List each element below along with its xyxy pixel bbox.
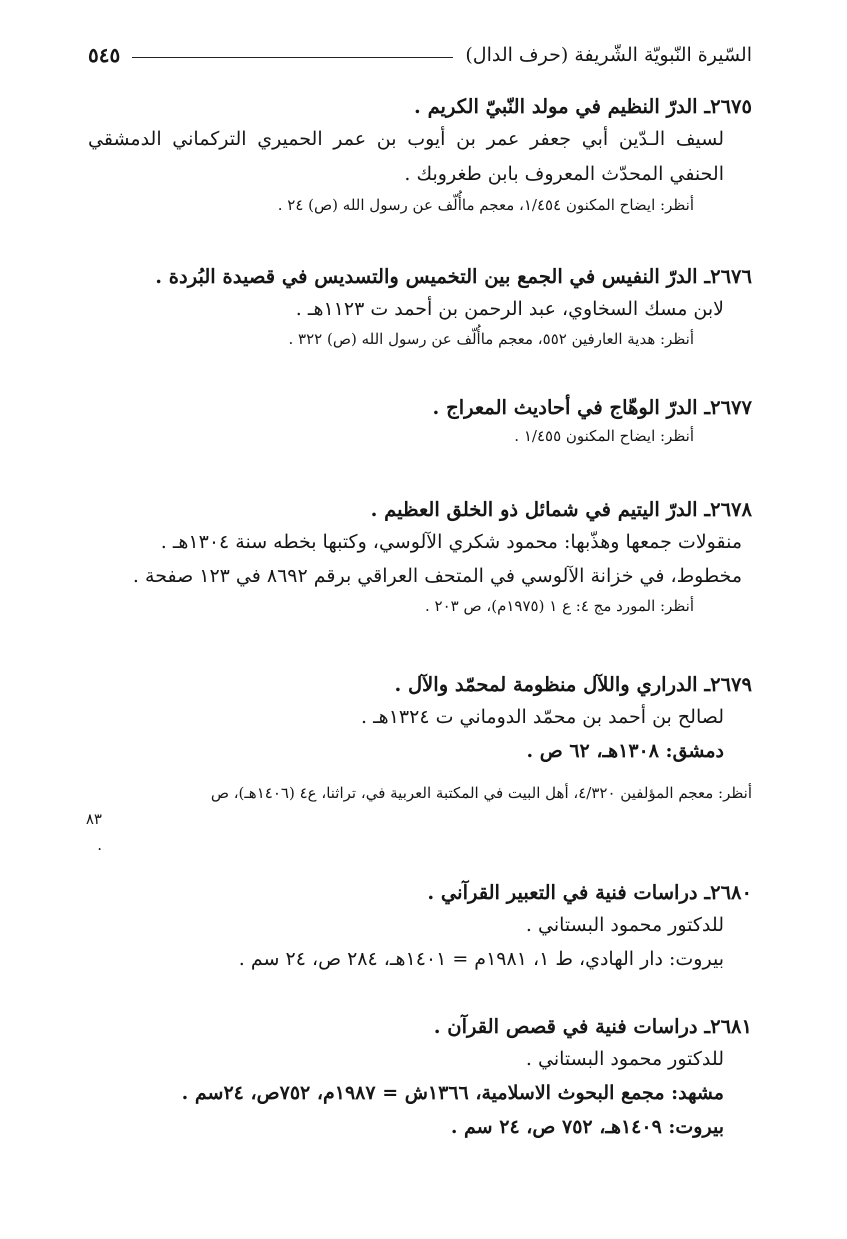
entry-title: ٢٦٧٨ـ الدرّ اليتيم في شمائل ذو الخلق العظيم . — [370, 498, 752, 521]
entry-2679 — [85, 670, 752, 858]
entry-2678 — [88, 495, 752, 619]
entry-line: دمشق: ١٣٠٨هـ، ٦٢ ص . — [526, 740, 724, 762]
entry-reference: أنظر: هدية العارفين ٥٥٢، معجم ماأُلّف عن رسول الله (ص) ٣٢٢ . — [288, 330, 694, 348]
entry-line: لصالح بن أحمد بن محمّد الدوماني ت ١٣٢٤هـ . — [361, 706, 724, 728]
running-header — [88, 38, 752, 72]
entry-title: ٢٦٧٧ـ الدرّ الوهّاج في أحاديث المعراج . — [432, 396, 752, 419]
entry-title: ٢٦٨١ـ دراسات فنية في قصص القرآن . — [433, 1015, 752, 1038]
entry-reference: أنظر: المورد مج ٤: ع ١ (١٩٧٥م)، ص ٢٠٣ . — [425, 597, 694, 615]
entry-title: ٢٦٨٠ـ دراسات فنية في التعبير القرآني . — [427, 881, 752, 904]
entry-line: المحدّث المعروف بابن طغروبك . — [404, 163, 664, 185]
running-title: السّيرة النّبويّة الشّريفة (حرف الدال) — [465, 44, 752, 66]
entry-line: للدكتور محمود البستاني . — [525, 914, 724, 936]
entry-line: بيروت: ١٤٠٩هـ، ٧٥٢ ص، ٢٤ سم . — [450, 1116, 724, 1138]
entry-line: مشهد: مجمع البحوث الاسلامية، ١٣٦٦ش = ١٩٨٧م، ٧٥٢ص، ٢٤سم . — [181, 1082, 724, 1104]
entry-line: منقولات جمعها وهذّبها: محمود شكري الآلوسي، وكتبها بخطه سنة ١٣٠٤هـ . — [160, 531, 742, 553]
entry-reference: أنظر: ايضاح المكنون ١/٤٥٥ . — [514, 427, 694, 445]
entry-reference — [85, 780, 752, 858]
entry-line: مخطوط، في خزانة الآلوسي في المتحف العراقي برقم ٨٦٩٢ في ١٢٣ صفحة . — [132, 565, 742, 587]
entry-line: بيروت: دار الهادي، ط ١، ١٩٨١م = ١٤٠١هـ، ٢٨٤ ص، ٢٤ سم . — [238, 948, 724, 970]
entry-2680 — [88, 878, 752, 976]
entry-author-text — [88, 122, 752, 192]
header-rule — [132, 57, 453, 58]
entry-reference-tail: ٨٣ . — [85, 810, 102, 854]
entry-2676 — [88, 262, 752, 352]
entry-title: ٢٦٧٥ـ الدرّ النظيم في مولد النّبيّ الكريم . — [414, 95, 752, 118]
entry-reference: أنظر: ايضاح المكنون ١/٤٥٤، معجم ماأُلّف عن رسول الله (ص) ٢٤ . — [277, 196, 694, 214]
entry-line: للدكتور محمود البستاني . — [525, 1048, 724, 1070]
entry-2675 — [88, 92, 752, 218]
entry-2681 — [88, 1012, 752, 1144]
entry-line: لسيف الـدّين أبي جعفر عمر بن أيوب بن عمر الحميري التركماني الدمشقي الحنفي — [88, 128, 724, 185]
entry-line: لابن مسك السخاوي، عبد الرحمن بن أحمد ت ١١٢٣هـ . — [295, 298, 724, 320]
entry-title: ٢٦٧٩ـ الدراري واللآل منظومة لمحمّد والآل . — [394, 673, 752, 696]
entry-reference-text: أنظر: معجم المؤلفين ٤/٣٢٠، أهل البيت في المكتبة العربية في، تراثنا، ع٤ (١٤٠٦هـ)، ص — [210, 784, 752, 802]
page-number: ٥٤٥ — [88, 43, 121, 67]
entry-title: ٢٦٧٦ـ الدرّ النفيس في الجمع بين التخميس والتسديس في قصيدة البُردة . — [155, 265, 752, 288]
entry-2677 — [88, 393, 752, 449]
